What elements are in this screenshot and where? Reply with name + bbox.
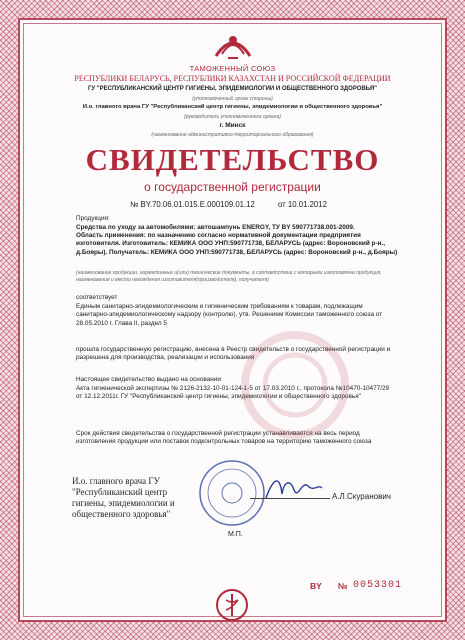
validity-text: Срок действия свидетельства о государственной регистрации устанавливается на весь период изготовления продукции или поставок подконтрольных товаров на территорию таможенного союза: [76, 430, 372, 446]
compliance-text: Единым санитарно-эпидемиологическим и гигиеническим требованиям к товарам, подлежащим санитарно-эпидемиологическому надзору (контролю), утв. Решением Комиссии таможенного союза от 28.05.2010 г. Глава II, раздел 5: [76, 303, 383, 327]
product-name: Средства по уходу за автомобилями: автошампунь ENERGY, ТУ BY 590771738.001-2009.: [76, 224, 355, 231]
handwritten-signature-icon: [262, 472, 326, 506]
serial-number: 0053301: [353, 580, 403, 591]
organization-caption: (уполномоченный орган стороны): [192, 96, 273, 102]
signature-line: [250, 498, 330, 499]
certificate-title: СВИДЕТЕЛЬСТВО: [85, 142, 380, 177]
union-title: ТАМОЖЕННЫЙ СОЮЗ: [189, 64, 276, 73]
certificate-date: от 10.01.2012: [278, 200, 327, 209]
republics-title: РЕСПУБЛИКИ БЕЛАРУСЬ, РЕСПУБЛИКИ КАЗАХСТАН И РОССИЙСКОЙ ФЕДЕРАЦИИ: [74, 74, 391, 83]
basis-label: Настоящее свидетельство выдано на основании: [76, 376, 221, 383]
compliance-label: соответствует: [76, 294, 118, 301]
certificate-subtitle: о государственной регистрации: [144, 180, 321, 194]
signatory-caption: (руководитель уполномоченного органа): [184, 114, 281, 120]
city: г. Минск: [219, 122, 246, 129]
registration-text: прошла государственную регистрацию, внесена в Реестр свидетельств о государственной регистрации и разрешена для производства, реализации и использования: [76, 346, 391, 362]
stamp-mark: М.П.: [228, 531, 243, 538]
signatory-role: И.о. главного врача ГУ "Республиканский центр гигиены, эпидемиологии и общественного здоровья": [82, 104, 383, 110]
serial-no-label: №: [338, 581, 348, 591]
organization-name: ГУ "РЕСПУБЛИКАНСКИЙ ЦЕНТР ГИГИЕНЫ, ЭПИДЕМИОЛОГИИ И ОБЩЕСТВЕННОГО ЗДОРОВЬЯ": [87, 86, 378, 92]
certificate-number: № BY.70.06.01.015.E.000109.01.12: [130, 200, 255, 209]
union-emblem-icon: [212, 26, 254, 62]
caduceus-emblem-icon: [214, 588, 250, 622]
basis-text: Акта гигиенической экспертизы № 2126-2132-10-01-124-1-5 от 17.03.2010 г., протокола №10470-10477/29 от 12.12.2011г. ГУ "Республиканский центр гигиены, эпидемиологии и общественного здоровья": [76, 385, 390, 401]
product-caption: (наименование продукции, нормативные и(или) технические документы, в соответствии с которыми изготовлена продукция, наименование и место нахождения изготовителя(производителя), получателя): [76, 270, 382, 283]
watermark-emblem-icon: [215, 325, 375, 445]
product-label: Продукция:: [76, 215, 110, 222]
product-scope: Область применения: по назначению согласно нормативной документации предприятия изготовителя. Изготовитель: КЕМИКА ООО УНП:590771738, БЕЛАРУСЬ (адрес: Вороновский р-н., д.Бояры). Получатель: КЕМИКА ООО УНП:590771738, БЕЛАРУСЬ (адрес: Вороновский р-н., д.Бояры): [76, 232, 398, 256]
city-caption: (наименование административно-территориального образования): [151, 132, 314, 138]
serial-prefix: BY: [310, 581, 322, 591]
signature-role: И.о. главного врача ГУ "Республиканский центр гигиены, эпидемиологии и общественного здоровья": [72, 476, 175, 519]
signatory-name: А.Л.Скуранович: [332, 492, 391, 501]
